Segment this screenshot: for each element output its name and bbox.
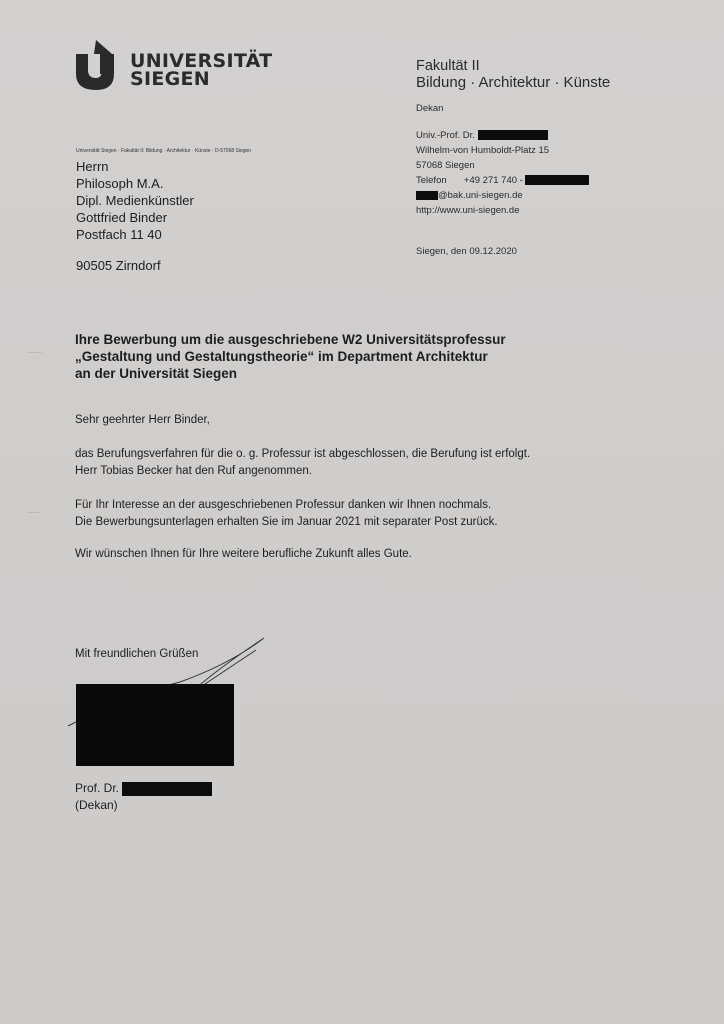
recipient-line: Dipl. Medienkünstler <box>76 193 194 208</box>
university-name <box>130 52 272 88</box>
university-logo-icon <box>76 40 126 90</box>
signature-redaction-box <box>76 684 234 766</box>
paragraph-3: Wir wünschen Ihnen für Ihre weitere berufliche Zukunft alles Gute. <box>75 548 412 560</box>
contact-phone-line <box>416 173 589 188</box>
letter-subject <box>75 331 555 382</box>
role-label: Dekan <box>416 103 444 114</box>
redaction-box <box>525 175 589 185</box>
signatory-name-line <box>75 780 212 797</box>
university-name-line1: UNIVERSITÄT <box>130 50 273 72</box>
university-name-line2: SIEGEN <box>130 68 211 90</box>
fold-mark <box>28 512 40 513</box>
fold-mark <box>28 352 42 353</box>
contact-website: http://www.uni-siegen.de <box>416 205 520 216</box>
subject-line: „Gestaltung und Gestaltungstheorie“ im Department Architektur <box>75 349 488 364</box>
redaction-box <box>122 782 212 796</box>
phone-number: +49 271 740 - <box>463 175 523 186</box>
redaction-box <box>416 191 438 200</box>
recipient-address <box>76 158 194 243</box>
subject-line: Ihre Bewerbung um die ausgeschriebene W2 Universitätsprofessur <box>75 332 506 347</box>
signatory-role: (Dekan) <box>75 798 118 812</box>
salutation: Sehr geehrter Herr Binder, <box>75 414 210 426</box>
paragraph-line: Die Bewerbungsunterlagen erhalten Sie im Januar 2021 mit separater Post zurück. <box>75 516 498 528</box>
signatory-block <box>75 780 212 814</box>
contact-city: 57068 Siegen <box>416 160 475 171</box>
contact-email: @bak.uni-siegen.de <box>438 190 523 201</box>
paragraph-line: Herr Tobias Becker hat den Ruf angenommen. <box>75 465 312 477</box>
recipient-line: Postfach 11 40 <box>76 227 162 242</box>
redaction-box <box>478 130 548 140</box>
signatory-title: Prof. Dr. <box>75 781 120 795</box>
contact-street: Wilhelm-von Humboldt-Platz 15 <box>416 145 550 156</box>
recipient-city: 90505 Zirndorf <box>76 258 161 273</box>
contact-name-line <box>416 128 589 143</box>
university-logo <box>76 40 273 90</box>
paragraph-2 <box>75 497 498 531</box>
letter-date: Siegen, den 09.12.2020 <box>416 246 517 257</box>
contact-block <box>416 128 589 218</box>
phone-label: Telefon <box>416 175 447 186</box>
paragraph-1 <box>75 446 530 480</box>
faculty-subtitle: Bildung · Architektur · Künste <box>416 74 611 91</box>
recipient-line: Philosoph M.A. <box>76 176 164 191</box>
sender-return-address: Universität Siegen · Fakultät II: Bildung · Architektur · Künste · D-57068 Siegen <box>76 148 252 154</box>
recipient-line: Gottfried Binder <box>76 210 168 225</box>
faculty-name: Fakultät II <box>416 58 480 74</box>
contact-title: Univ.-Prof. Dr. <box>416 130 475 141</box>
recipient-line: Herrn <box>76 159 109 174</box>
contact-email-line <box>416 188 589 203</box>
closing-phrase: Mit freundlichen Grüßen <box>75 648 199 660</box>
paragraph-line: das Berufungsverfahren für die o. g. Professur ist abgeschlossen, die Berufung ist erfolgt. <box>75 448 531 460</box>
paragraph-line: Für Ihr Interesse an der ausgeschriebenen Professur danken wir Ihnen nochmals. <box>75 499 492 511</box>
subject-line: an der Universität Siegen <box>75 366 238 381</box>
